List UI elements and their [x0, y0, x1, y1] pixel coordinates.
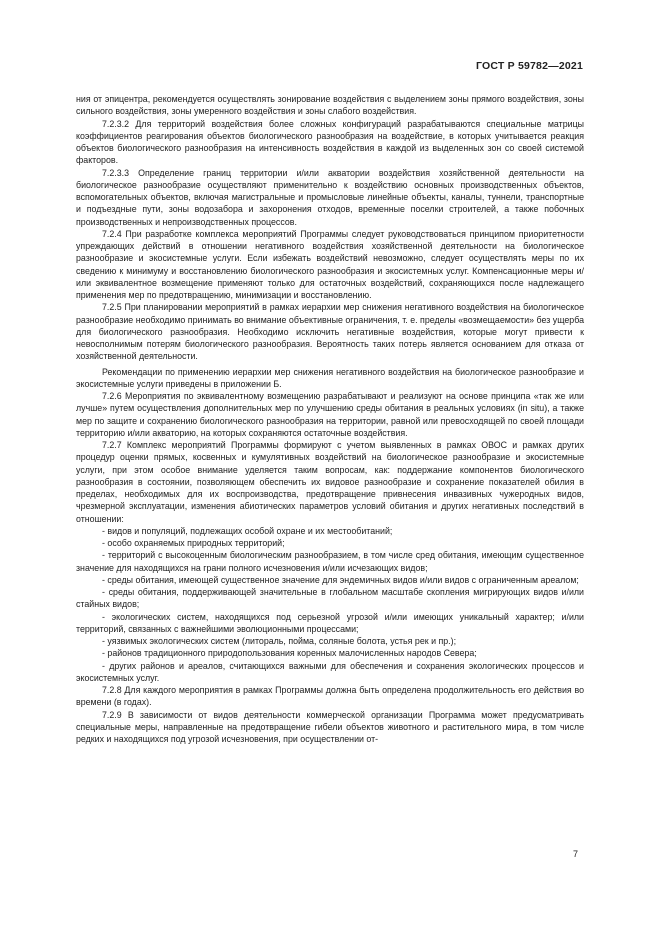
body-text — [76, 93, 584, 745]
paragraph-7-2-6: 7.2.6 Мероприятия по эквивалентному возмещению разрабатывают и реализуют на основе принципа «так же или лучше» путем осуществления дополнительных мер по улучшению среды обитания в реальных условиях (in situ), а также мер по защите и сохранению биологического разнообразия на территории, равной или превосходящей по своей площади территорию и/или акваторию, на которых сохраняются остаточные воздействия. — [76, 391, 584, 438]
paragraph-7-2-5: 7.2.5 При планировании мероприятий в рамках иерархии мер снижения негативного воздействия на биологическое разнообразие необходимо принимать во внимание объективные ограничения, т. е. пределы «возмещаемости» без ущерба для биологического разнообразия. Необходимо исключить негативные воздействия, которые могут привести к невосполнимым потерям биологического разнообразия. Вероятность таких потерь является основанием для отказа от хозяйственной деятельности. — [76, 302, 584, 362]
paragraph-7-2-9: 7.2.9 В зависимости от видов деятельности коммерческой организации Программа может предусматривать специальные меры, направленные на предотвращение гибели объектов животного и растительного мира, в том числе редких и находящихся под угрозой исчезновения, при осуществлении от- — [76, 709, 584, 744]
paragraph-7-2-4: 7.2.4 При разработке комплекса мероприятий Программы следует руководствоваться принципом приоритетности упреждающих действий в отношении негативного воздействия хозяйственной деятельности на биологическое разнообразие и экосистемные услуги. Если избежать воздействий невозможно, следует осуществлять меры по их сведению к минимуму и восстановлению биологического разнообразия и экосистемных услуг. Компенсационные меры и/или эквивалентное возмещение применяют только для остаточных воздействий, сохраняющихся после надлежащего применения мер по предотвращению, минимизации и восстановлению. — [76, 228, 584, 300]
list-item: - экологических систем, находящихся под серьезной угрозой и/или имеющих уникальный характер; и/или территорий, связанных с важнейшими эволюционными процессами; — [76, 611, 584, 634]
paragraph-7-2-8: 7.2.8 Для каждого мероприятия в рамках Программы должна быть определена продолжительность его действия во времени (в годах). — [76, 685, 584, 708]
paragraph-recommendations: Рекомендации по применению иерархии мер снижения негативного воздействия на биологическое разнообразие и экосистемные услуги приведены в приложении Б. — [76, 366, 584, 389]
standard-header: ГОСТ Р 59782—2021 — [475, 60, 583, 72]
paragraph-continuation: ния от эпицентра, рекомендуется осуществлять зонирование воздействия с выделением зоны прямого воздействия, зоны сильного воздействия, зоны умеренного воздействия и зоны слабого воздействия. — [76, 94, 584, 117]
page-number: 7 — [572, 849, 578, 859]
paragraph-7-2-3-3: 7.2.3.3 Определение границ территории и/или акватории воздействия хозяйственной деятельности на биологическое разнообразие осуществляют применительно к воздействию основных производственных объектов, вспомогательных объектов, включая магистральные и промысловые линейные объекты, каналы, туннели, транспортные и подъездные пути, зоны водозабора и захоронения отходов, временные поселки строителей, а также побочных производственных и непроизводственных процессов. — [76, 167, 584, 227]
list-item: - среды обитания, имеющей существенное значение для эндемичных видов и/или видов с ограниченным ареалом; — [102, 574, 579, 585]
list-item: - других районов и ареалов, считающихся важными для обеспечения и сохранения экологических процессов и экосистемных услуг. — [76, 660, 584, 683]
paragraph-7-2-7: 7.2.7 Комплекс мероприятий Программы формируют с учетом выявленных в рамках ОВОС и рамках других процедур оценки прямых, косвенных и кумулятивных воздействий на биологическое разнообразие и экосистемные услуги, при этом особое внимание уделяется таким вопросам, как: поддержание компонентов биологического разнообразия в состоянии, позволяющем обеспечить их видовое разнообразие и сохранение показателей обилия в пределах, необходимых для их воспроизводства, предотвращение привнесения инвазивных чужеродных видов, чрезмерной эксплуатации, изменения абиотических параметров условий обитания и других негативных последствий в отношении: — [76, 440, 584, 524]
list-item: - уязвимых экологических систем (литораль, пойма, соляные болота, устья рек и пр.); — [102, 636, 457, 646]
paragraph-7-2-3-2: 7.2.3.2 Для территорий воздействия более сложных конфигураций разрабатываются специальные матрицы коэффициентов реагирования объектов биологического разнообразия на воздействие, в которых учитывается реакция объектов биологического разнообразия на интенсивность воздействия в каждой из выделенных зон со своей системой факторов. — [76, 118, 584, 166]
list-item: - среды обитания, поддерживающей значительные в глобальном масштабе скопления мигрирующих видов и/или стайных видов; — [76, 587, 584, 610]
list-item: - видов и популяций, подлежащих особой охране и их местообитаний; — [102, 525, 393, 536]
list-item: - особо охраняемых природных территорий; — [102, 538, 285, 548]
list-item: - районов традиционного природопользования коренных малочисленных народов Севера; — [102, 648, 477, 659]
list-item: - территорий с высокоценным биологическим разнообразием, в том числе сред обитания, имеющим существенное значение для находящихся на грани полного исчезновения и/или исчезающих видов; — [76, 550, 584, 573]
